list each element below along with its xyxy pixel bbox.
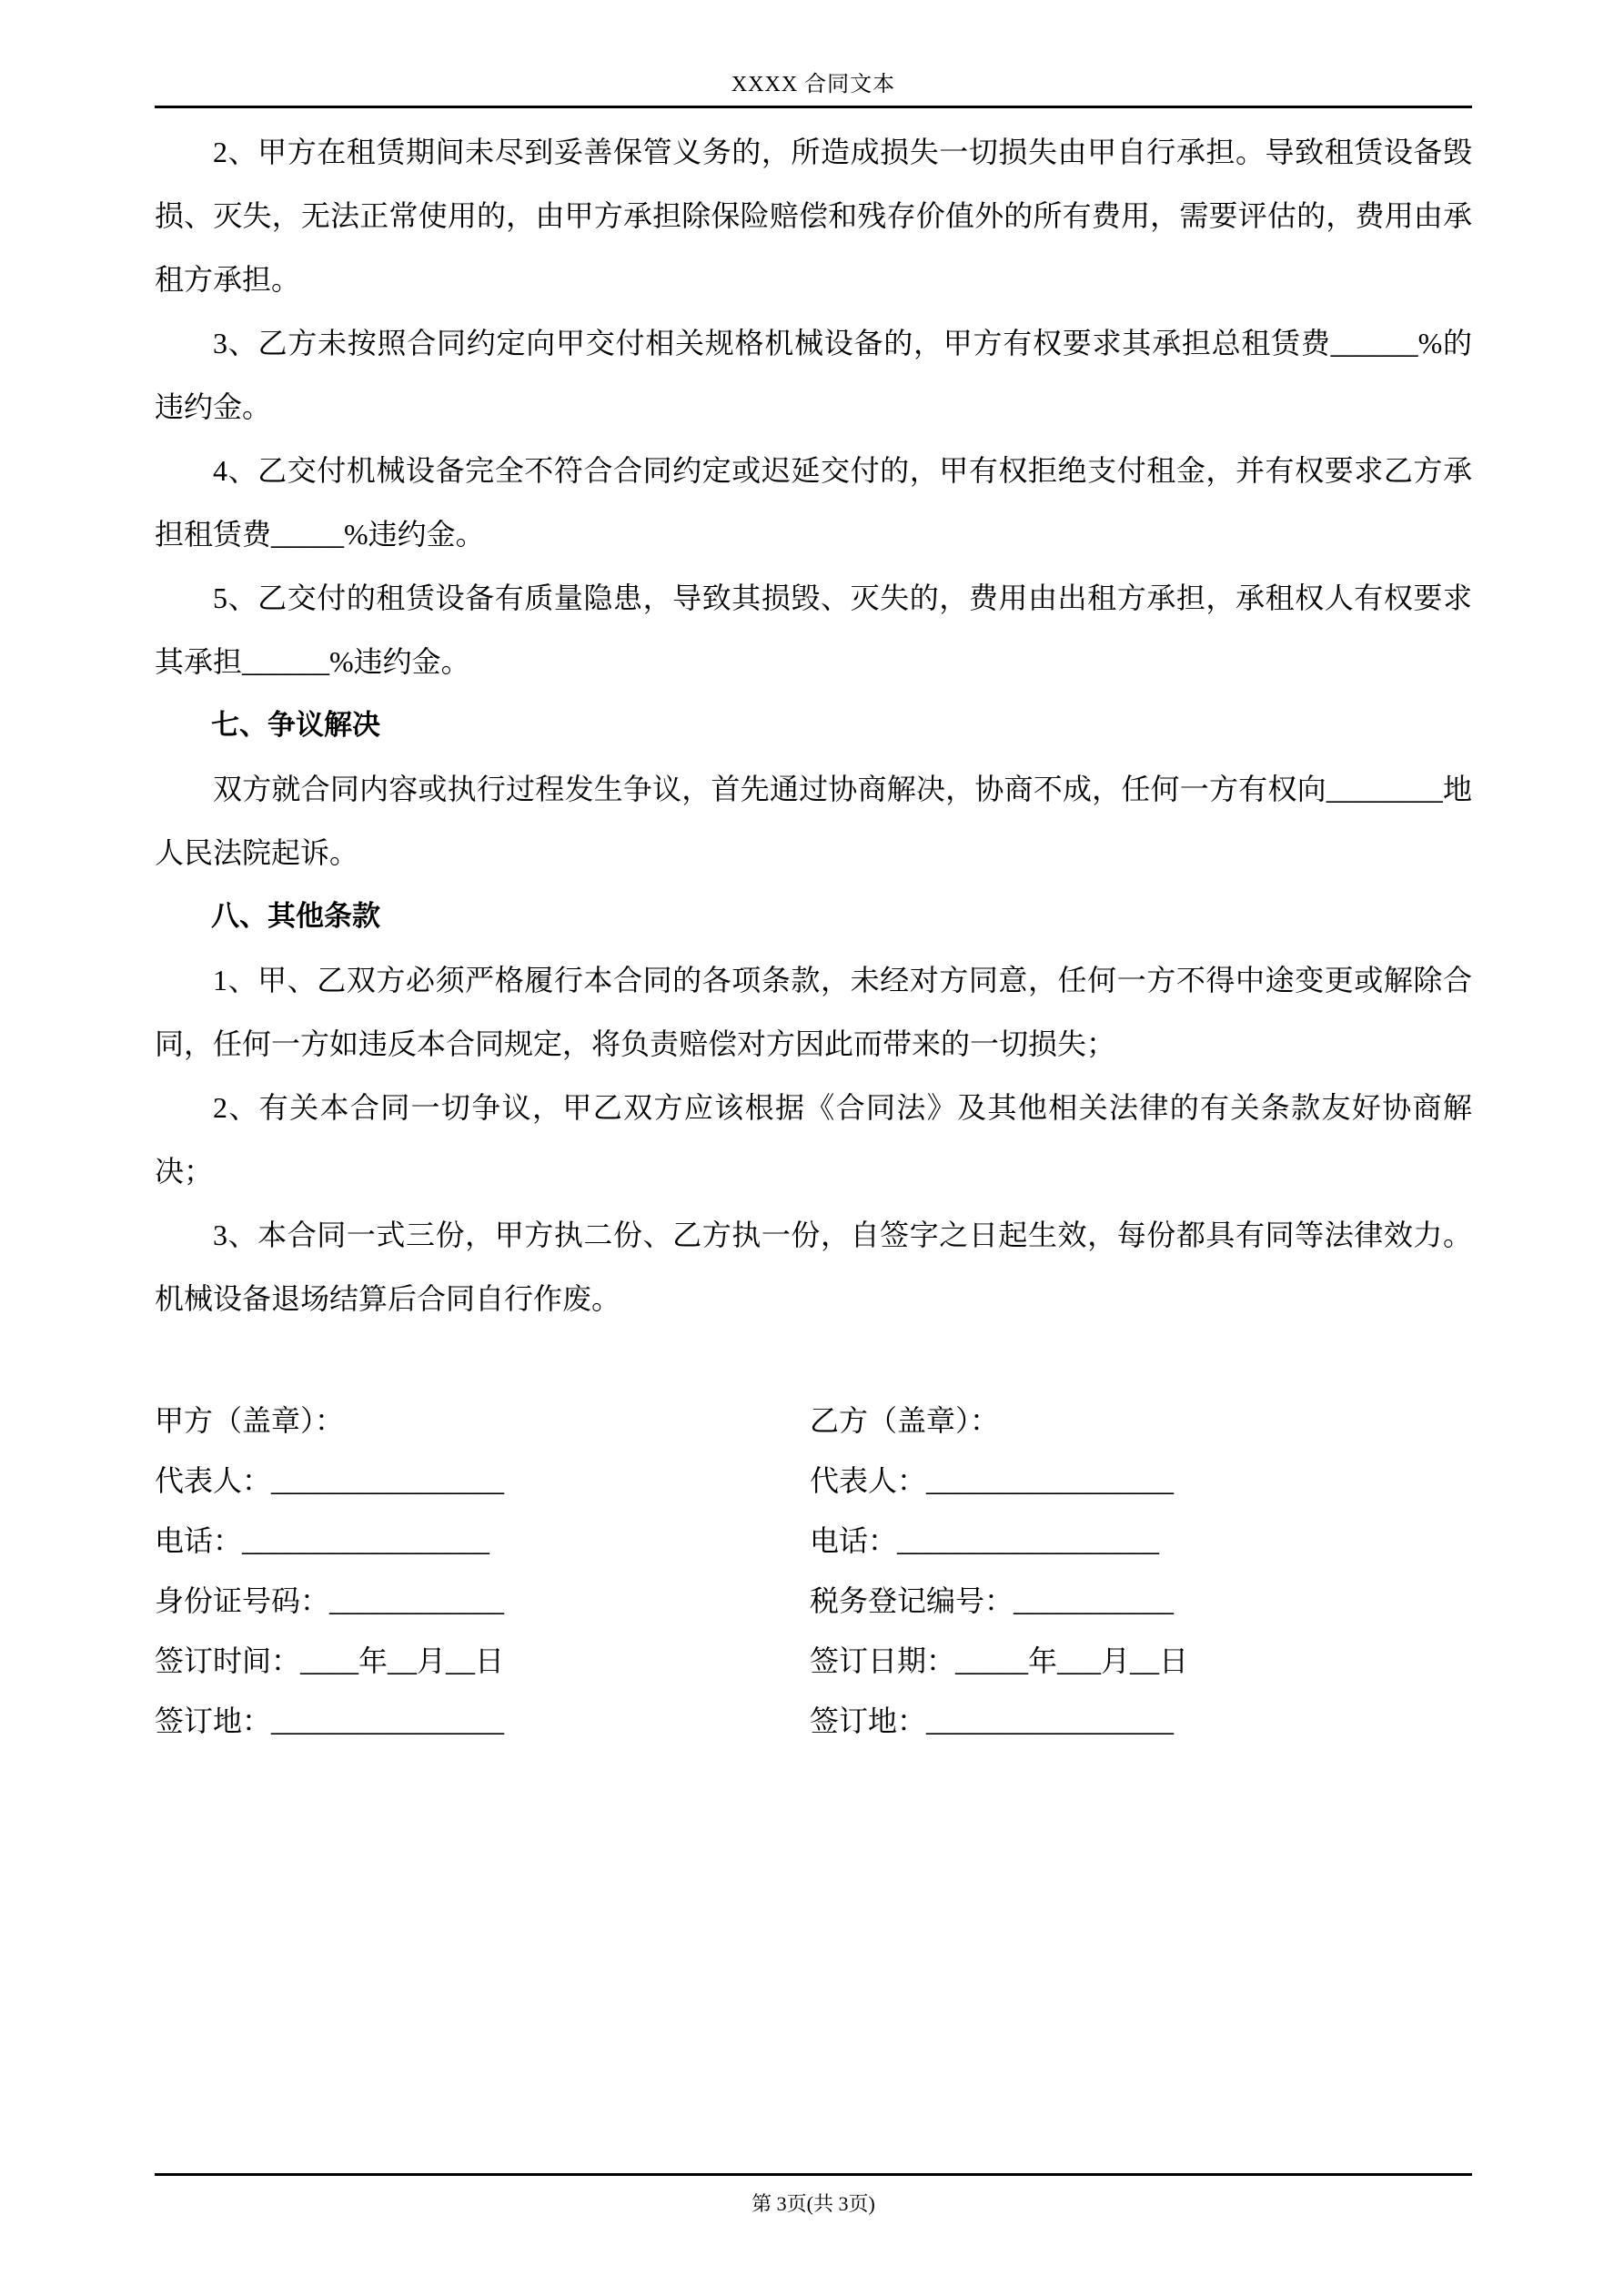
clause-paragraph: 双方就合同内容或执行过程发生争议，首先通过协商解决，协商不成，任何一方有权向________地人民法院起诉。 xyxy=(155,773,1472,869)
clause-paragraph: 2、甲方在租赁期间未尽到妥善保管义务的，所造成损失一切损失由甲自行承担。导致租赁设备毁损、灭失，无法正常使用的，由甲方承担除保险赔偿和残存价值外的所有费用，需要评估的，费用由承租方承担。 xyxy=(155,136,1472,296)
party-a-representative-row: 代表人：________________ xyxy=(155,1464,505,1497)
party-a-sign-place-row: 签订地：________________ xyxy=(155,1704,505,1737)
party-b-phone-row: 电话：__________________ xyxy=(810,1524,1160,1557)
signature-section xyxy=(155,1391,1472,1751)
document-header xyxy=(155,71,1472,108)
clause-paragraph: 3、乙方未按照合同约定向甲交付相关规格机械设备的，甲方有权要求其承担总租赁费______%的违约金。 xyxy=(155,327,1472,423)
party-a-phone-row: 电话：_________________ xyxy=(155,1524,490,1557)
clause-paragraph: 4、乙交付机械设备完全不符合合同约定或迟延交付的，甲有权拒绝支付租金，并有权要求乙方承担租赁费_____%违约金。 xyxy=(155,454,1472,551)
document-title: XXXX 合同文本 xyxy=(731,73,896,96)
party-a-signature-column xyxy=(155,1391,810,1751)
document-footer xyxy=(155,2173,1472,2217)
party-b-sign-place-row: 签订地：_________________ xyxy=(810,1704,1175,1737)
clause-paragraph: 2、有关本合同一切争议，甲乙双方应该根据《合同法》及其他相关法律的有关条款友好协商解决； xyxy=(155,1091,1472,1188)
clause-paragraph: 5、乙交付的租赁设备有质量隐患，导致其损毁、灭失的，费用由出租方承担，承租权人有权要求其承担______%违约金。 xyxy=(155,582,1472,678)
contract-body xyxy=(155,120,1472,1751)
party-b-sign-date-row: 签订日期：_____年___月__日 xyxy=(810,1644,1189,1677)
clause-paragraph: 1、甲、乙双方必须严格履行本合同的各项条款，未经对方同意，任何一方不得中途变更或解除合同，任何一方如违反本合同规定，将负责赔偿对方因此而带来的一切损失； xyxy=(155,964,1472,1060)
party-b-tax-number-row: 税务登记编号：___________ xyxy=(810,1584,1175,1617)
party-a-sign-date-row: 签订时间：____年__月__日 xyxy=(155,1644,505,1677)
party-b-signature-column xyxy=(810,1391,1472,1751)
party-b-title: 乙方（盖章）： xyxy=(810,1404,1000,1437)
party-b-representative-row: 代表人：_________________ xyxy=(810,1464,1175,1497)
party-a-id-number-row: 身份证号码：____________ xyxy=(155,1584,505,1617)
party-a-title: 甲方（盖章）： xyxy=(155,1404,345,1437)
section-heading-dispute-resolution: 七、争议解决 xyxy=(211,709,380,741)
clause-paragraph: 3、本合同一式三份，甲方执二份、乙方执一份，自签字之日起生效，每份都具有同等法律效力。机械设备退场结算后合同自行作废。 xyxy=(155,1219,1472,1315)
page-number: 第 3页(共 3页) xyxy=(751,2192,875,2215)
section-heading-other-terms: 八、其他条款 xyxy=(211,900,380,932)
